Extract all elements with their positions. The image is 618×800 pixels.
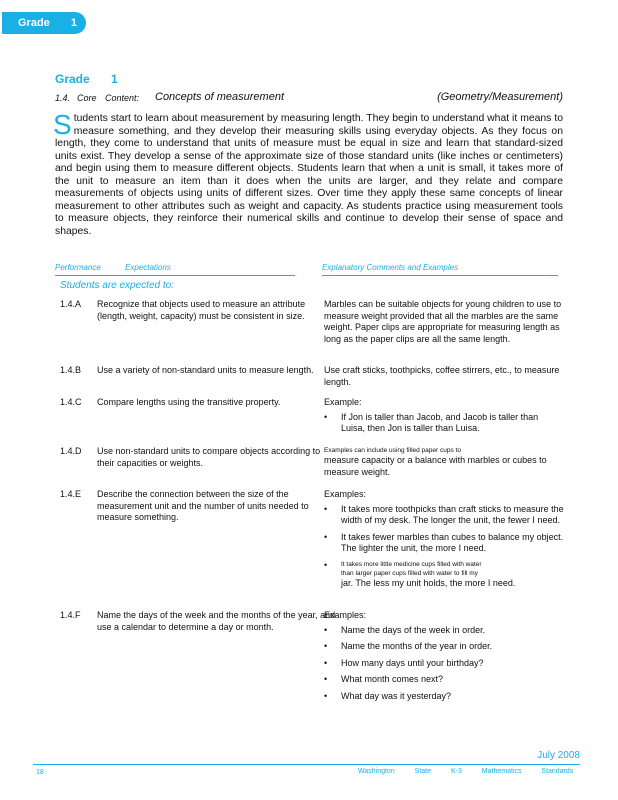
comment-block <box>324 397 564 440</box>
core-number: 1.4. <box>55 93 71 103</box>
list-item: • Name the months of the year in order. <box>324 641 564 653</box>
explanatory-comments-header: Explanatory Comments and Examples <box>322 263 558 276</box>
grade-tab: Grade 1 <box>2 12 86 34</box>
intro-paragraph <box>53 109 563 238</box>
example-list <box>324 504 564 590</box>
list-item: • What day was it yesterday? <box>324 691 564 703</box>
comment-text: Use craft sticks, toothpicks, coffee stirrers, etc., to measure length. <box>324 365 560 387</box>
example-list <box>324 625 564 703</box>
comment-text: measure capacity or a balance with marbles or cubes to measure weight. <box>324 455 547 477</box>
list-item: • It takes fewer marbles than cubes to balance my object. The lighter the unit, the more I need. <box>324 532 564 555</box>
performance-expectations-header: Performance Expectations <box>55 263 295 276</box>
comment-block <box>324 610 564 707</box>
list-item-text: jar. The less my unit holds, the more I need. <box>341 577 516 588</box>
expectation-text: Compare lengths using the transitive property. <box>97 397 281 407</box>
expectation-text: Recognize that objects used to measure an attribute (length, weight, capacity) must be consistent in size. <box>97 299 306 321</box>
footer-divider <box>33 764 580 765</box>
drop-cap: S <box>53 109 72 140</box>
expectation-code: 1.4.A <box>60 299 82 309</box>
list-item: • Name the days of the week in order. <box>324 625 564 637</box>
comment-block <box>324 446 564 478</box>
comment-text: Marbles can be suitable objects for young children to use to measure weight provided that all the marbles are the same weight. Paper clips are appropriate for measuring length as long as the paper clips are all the same length. <box>324 299 562 344</box>
list-item: • If Jon is taller than Jacob, and Jacob is taller than Luisa, then Jon is taller than Luisa. <box>324 412 564 435</box>
core-content-line <box>55 93 563 107</box>
page-number: 18 <box>36 769 44 776</box>
grade-heading: Grade 1 <box>55 72 118 86</box>
list-item: • What month comes next? <box>324 674 564 686</box>
expectation-text: Describe the connection between the size of the measurement unit and the number of units needed to measure something. <box>97 489 309 522</box>
expectation-text: Name the days of the week and the months of the year, and use a calendar to determine a day or month. <box>97 610 336 632</box>
list-item: • How many days until your birthday? <box>324 658 564 670</box>
expectation-code: 1.4.F <box>60 610 81 620</box>
expectation-code: 1.4.C <box>60 397 82 407</box>
expectation-code: 1.4.E <box>60 489 82 499</box>
core-label: Core Content: <box>77 93 140 103</box>
core-category: (Geometry/Measurement) <box>437 91 563 103</box>
footer-publication: Washington State K-3 Mathematics Standards <box>358 768 574 775</box>
comment-block <box>324 489 564 594</box>
expectation-code: 1.4.B <box>60 365 82 375</box>
list-item-small-text: • It takes more little medicine cups filled with water <box>341 560 482 568</box>
expectation-text: Use non-standard units to compare objects according to their capacities or weights. <box>97 446 321 468</box>
intro-text: tudents start to learn about measurement by measuring length. They begin to understand what it means to measure something, and they develop their measuring skills using everyday objects. As they focus on length, they come to understand that units of measure must be equal in size and learn that standard-sized units exist. They develop a sense of the approximate size of those standard units (like inches or centimeters) and begin using them to measure different objects. Students learn that when a unit is small, it takes more of the unit to measure an item than it does when the units are larger, and they relate and compare measurements of objects using units of different sizes. Over time they apply these same concepts of linear measurement to other attributes such as weight and capacity. As students practice using measurement tools to measure objects, they reinforce their numerical skills and continue to develop their sense of space and shapes. <box>55 113 563 237</box>
list-item: • It takes more toothpicks than craft sticks to measure the width of my desk. The longer the unit, the fewer I need. <box>324 504 564 527</box>
comment-small-text: Examples can include using filled paper cups to <box>324 447 461 454</box>
expectation-text: Use a variety of non-standard units to measure length. <box>97 365 314 375</box>
example-list <box>324 412 564 435</box>
list-item-small-text: than larger paper cups filled with water to fill my <box>341 569 478 577</box>
core-title: Concepts of measurement <box>155 91 285 103</box>
expectation-code: 1.4.D <box>60 446 82 456</box>
footer-date: July 2008 <box>537 750 580 761</box>
comment-title: Examples: <box>324 489 367 499</box>
list-item <box>324 560 564 590</box>
comment-title: Examples: <box>324 610 367 620</box>
comment-title: Example: <box>324 397 362 407</box>
students-expected-label: Students are expected to: <box>60 280 174 291</box>
